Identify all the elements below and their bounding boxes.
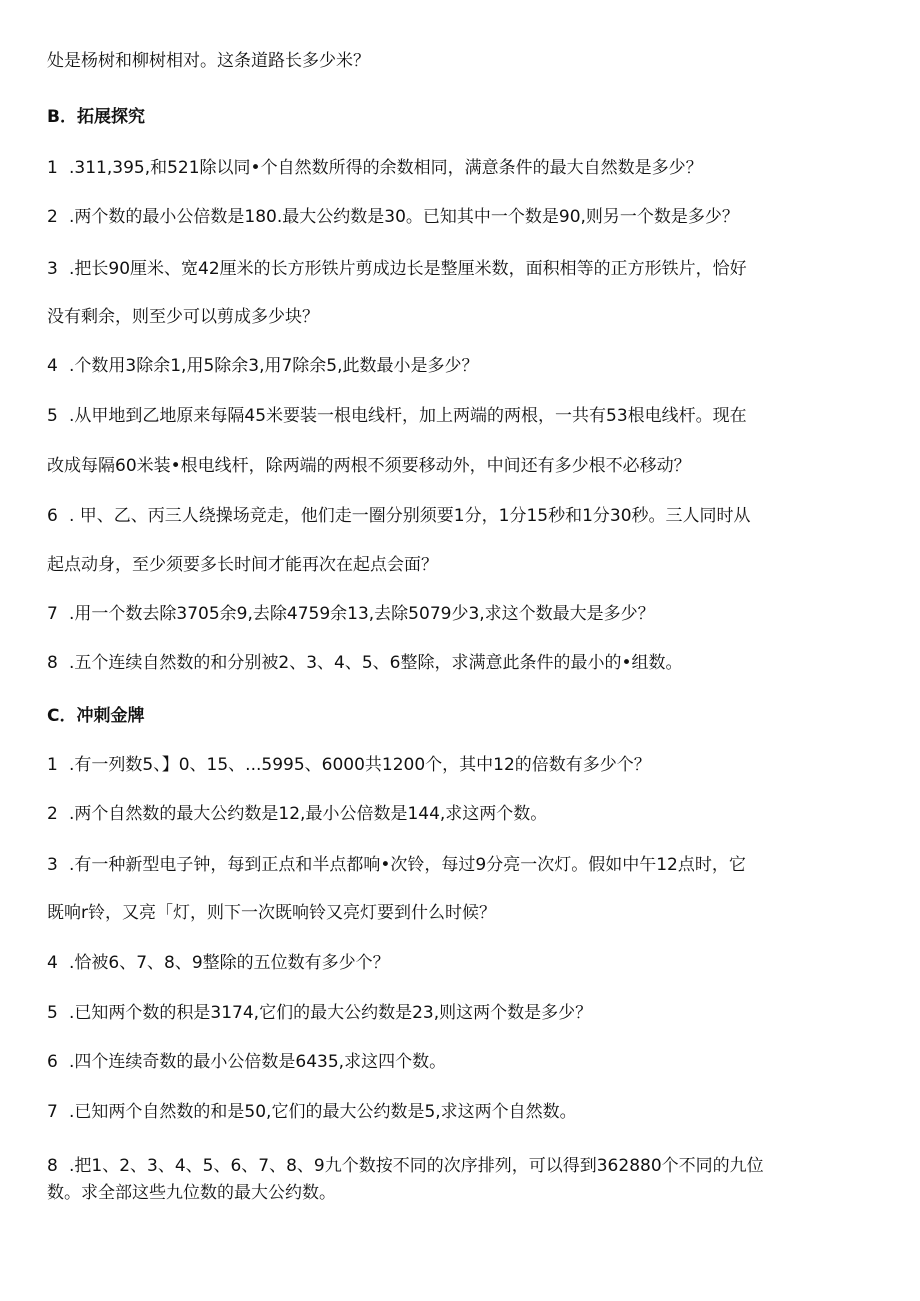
intro-continuation: 处是杨树和柳树相对。这条道路长多少米？ (47, 51, 370, 71)
section-b-question-8 (47, 652, 683, 674)
section-b-heading: B．拓展探究 (47, 107, 145, 127)
section-b-question-3 (47, 258, 747, 280)
question-number: 8 (47, 1156, 58, 1176)
question-number: 4 (47, 953, 58, 973)
section-c-question-8-continued: 数。求全部这些九位数的最大公约数。 (47, 1183, 336, 1203)
question-text: .311,395,和521除以同•个自然数所得的余数相同，满意条件的最大自然数是多少？ (69, 158, 703, 178)
section-c-question-8 (47, 1155, 764, 1177)
question-text: . 甲、乙、丙三人绕操场竞走，他们走一圈分别须要1分，1分15秒和1分30秒。三人同时从 (69, 506, 751, 526)
question-text: .恰被6、7、8、9整除的五位数有多少个？ (69, 953, 390, 973)
question-number: 7 (47, 604, 58, 624)
section-c-question-7 (47, 1101, 577, 1123)
question-text: .从甲地到乙地原来每隔45米要装一根电线杆，加上两端的两根，一共有53根电线杆。现在 (69, 406, 747, 426)
section-b-question-5 (47, 405, 747, 427)
question-text: .有一种新型电子钟，每到正点和半点都响•次铃，每过9分亮一次灯。假如中午12点时，它 (69, 855, 746, 875)
section-b-question-1 (47, 157, 703, 179)
question-text: .两个自然数的最大公约数是12,最小公倍数是144,求这两个数。 (69, 804, 548, 824)
question-text: .四个连续奇数的最小公倍数是6435,求这四个数。 (69, 1052, 447, 1072)
question-number: 6 (47, 1052, 58, 1072)
question-number: 7 (47, 1102, 58, 1122)
question-number: 5 (47, 406, 58, 426)
question-text: .五个连续自然数的和分别被2、3、4、5、6整除，求满意此条件的最小的•组数。 (69, 653, 683, 673)
question-number: 3 (47, 855, 58, 875)
question-number: 3 (47, 259, 58, 279)
section-b-question-7 (47, 603, 655, 625)
question-text: .把长90厘米、宽42厘米的长方形铁片剪成边长是整厘米数，面积相等的正方形铁片，恰好 (69, 259, 747, 279)
question-text: .已知两个自然数的和是50,它们的最大公约数是5,求这两个自然数。 (69, 1102, 577, 1122)
section-c-question-6 (47, 1051, 446, 1073)
question-number: 2 (47, 207, 58, 227)
question-text: .有一列数5、】0、15、...5995、6000共1200个，其中12的倍数有多少个？ (69, 755, 651, 775)
question-number: 8 (47, 653, 58, 673)
question-number: 1 (47, 755, 58, 775)
question-text: .用一个数去除3705余9,去除4759余13,去除5079少3,求这个数最大是多少？ (69, 604, 655, 624)
section-b-question-5-continued: 改成每隔60米装•根电线杆，除两端的两根不须要移动外，中间还有多少根不必移动？ (47, 456, 691, 476)
section-c-question-3 (47, 854, 746, 876)
question-number: 5 (47, 1003, 58, 1023)
question-text: .把1、2、3、4、5、6、7、8、9九个数按不同的次序排列，可以得到362880个不同的九位 (69, 1156, 764, 1176)
question-number: 6 (47, 506, 58, 526)
question-text: .已知两个数的积是3174,它们的最大公约数是23,则这两个数是多少？ (69, 1003, 593, 1023)
section-c-question-3-continued: 既响r铃，又亮「灯，则下一次既响铃又亮灯要到什么时候？ (47, 903, 496, 923)
section-c-question-2 (47, 803, 547, 825)
section-b-question-6 (47, 505, 751, 527)
section-b-question-4 (47, 355, 479, 377)
question-text: .个数用3除余1,用5除余3,用7除余5,此数最小是多少？ (69, 356, 479, 376)
section-b-question-2 (47, 206, 739, 228)
section-c-question-1 (47, 754, 651, 776)
section-c-question-4 (47, 952, 390, 974)
section-b-question-3-continued: 没有剩余，则至少可以剪成多少块？ (47, 307, 319, 327)
section-c-question-5 (47, 1002, 592, 1024)
section-b-question-6-continued: 起点动身，至少须要多长时间才能再次在起点会面？ (47, 555, 438, 575)
question-text: .两个数的最小公倍数是180.最大公约数是30。已知其中一个数是90,则另一个数是多少？ (69, 207, 739, 227)
section-c-heading: C．冲刺金牌 (47, 706, 145, 726)
question-number: 2 (47, 804, 58, 824)
question-number: 1 (47, 158, 58, 178)
question-number: 4 (47, 356, 58, 376)
